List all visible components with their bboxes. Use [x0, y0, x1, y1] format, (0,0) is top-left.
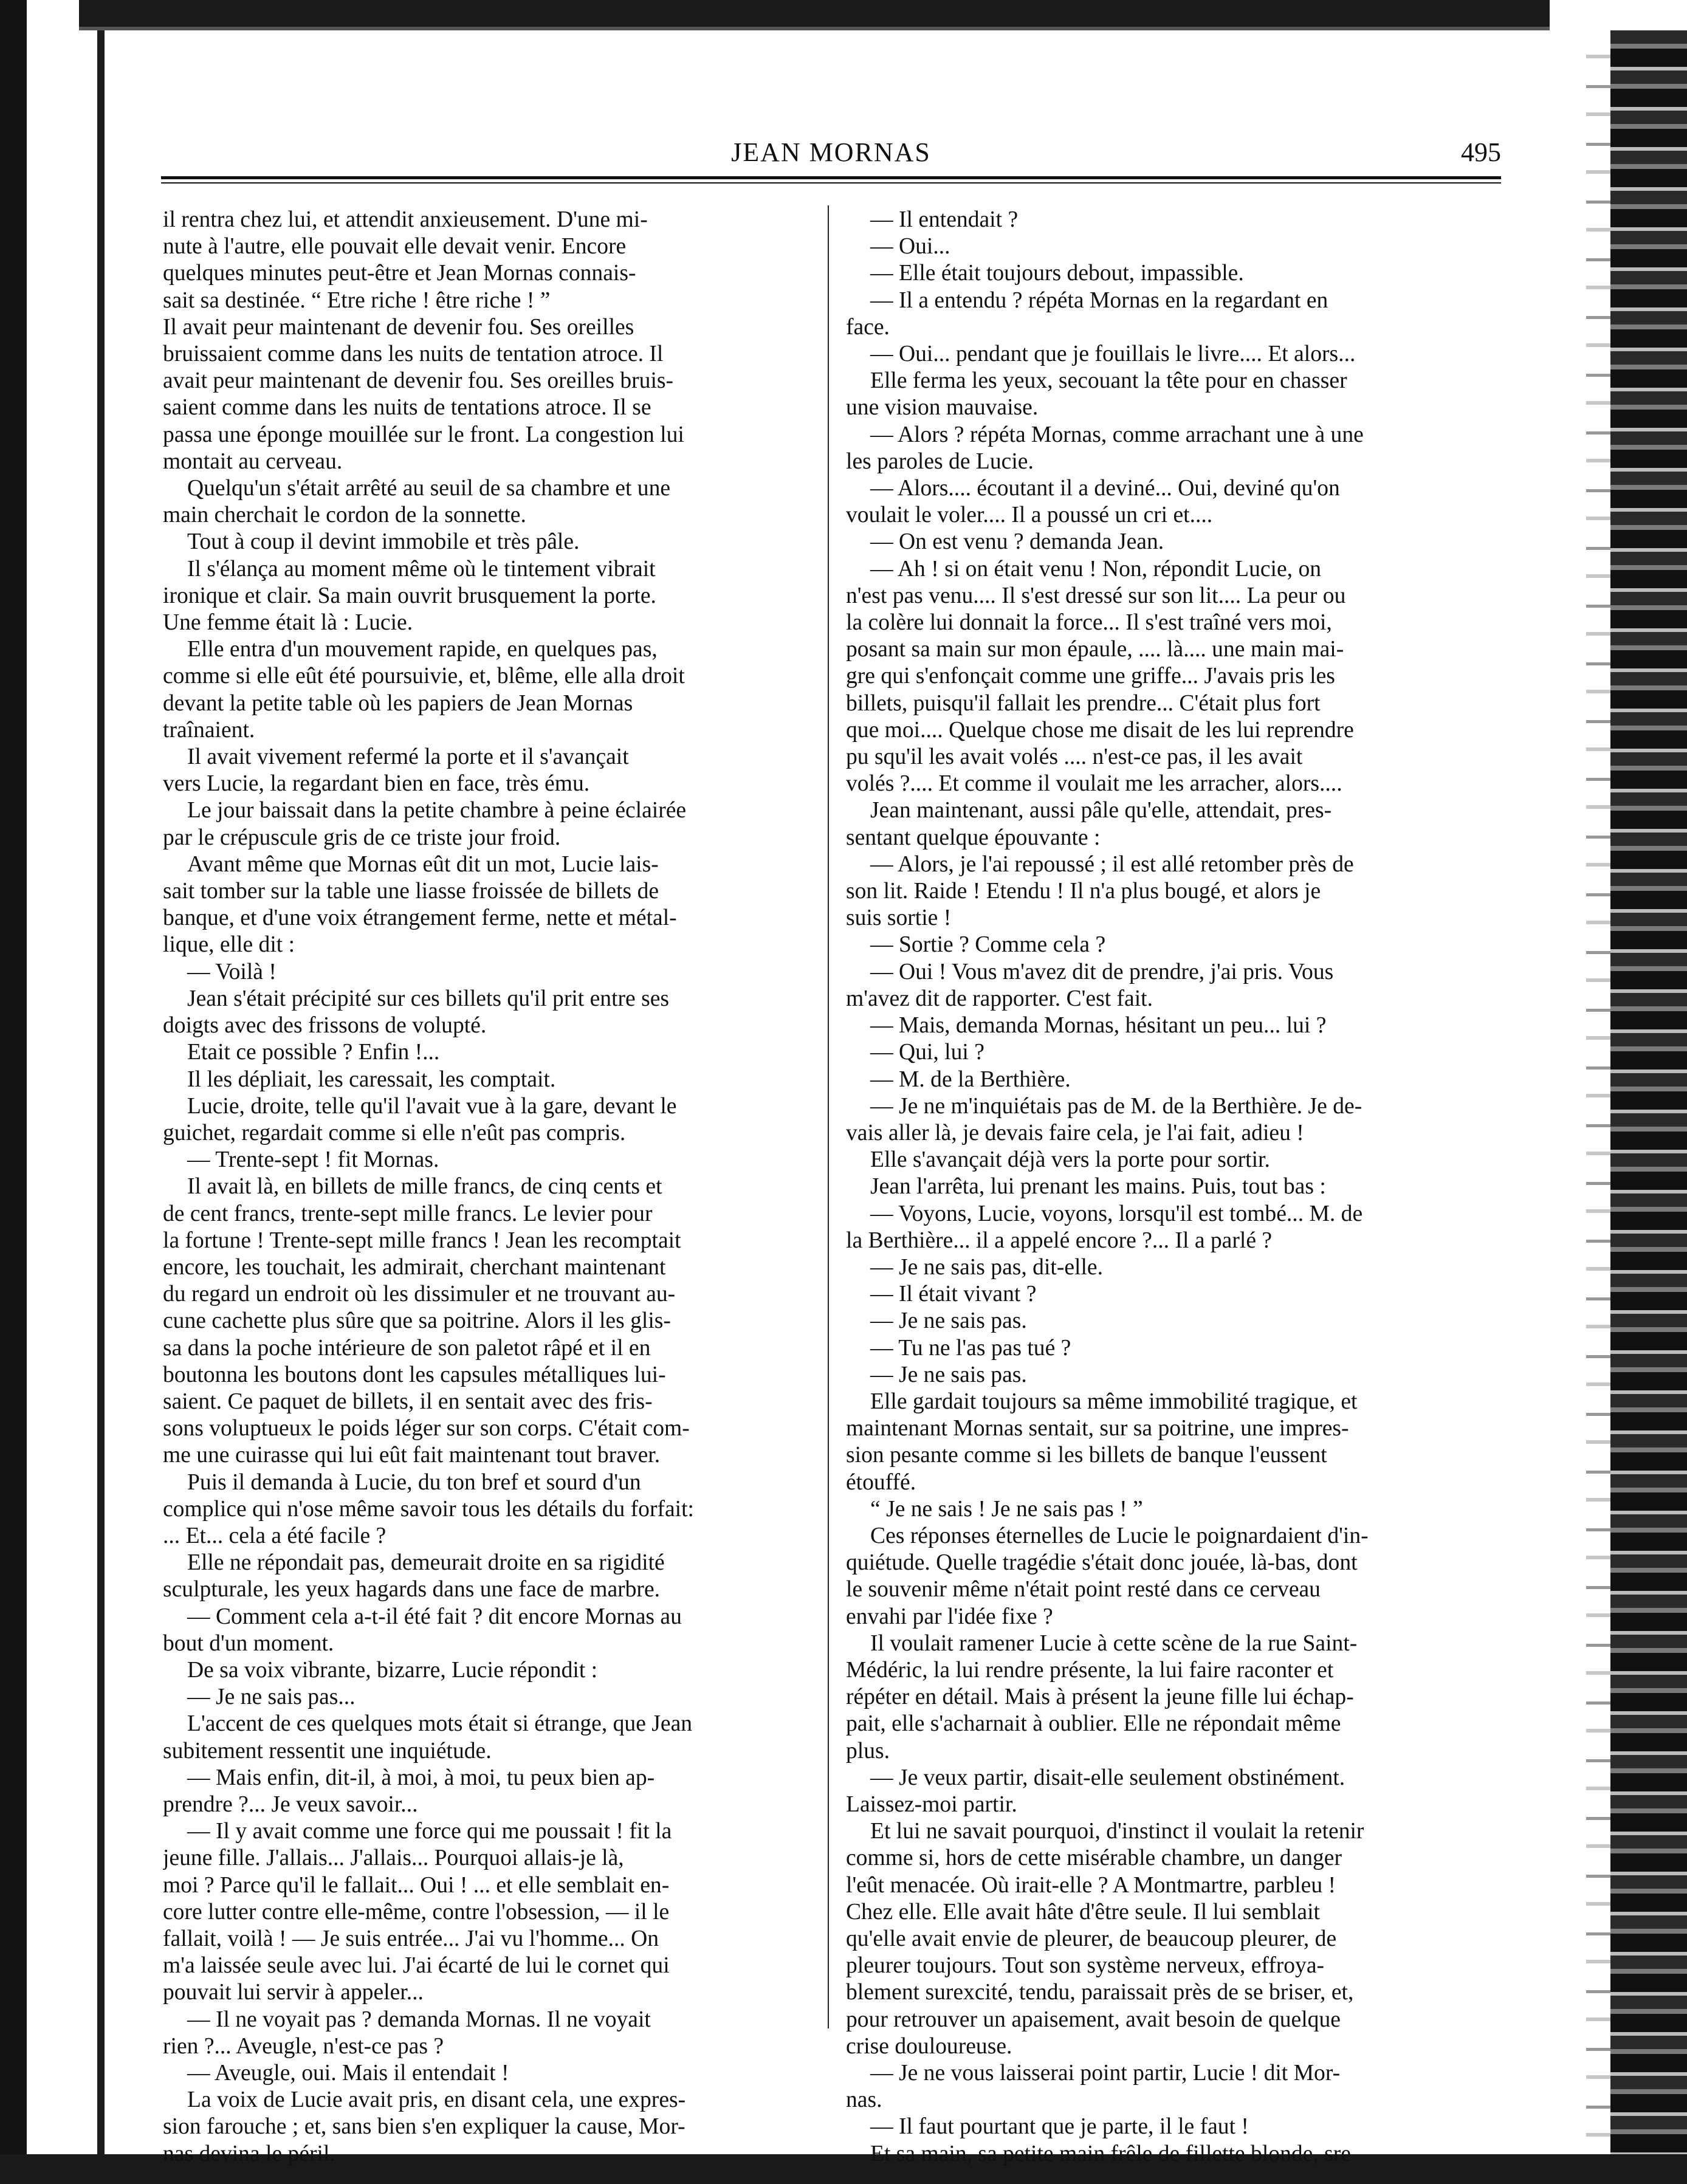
text-line: Et sa main, sa petite main frêle de fillette blonde, sre [870, 2141, 1351, 2166]
text-line: — Alors.... écoutant il a deviné... Oui, deviné qu'on [870, 476, 1340, 501]
text-line: sait sa destinée. “ Etre riche ! être riche ! ” [163, 287, 551, 313]
text-line: core lutter contre elle-même, contre l'obsession, — il le [163, 1899, 670, 1925]
text-line: — On est venu ? demanda Jean. [870, 529, 1164, 555]
text-line: Puis il demanda à Lucie, du ton bref et sourd d'un [187, 1469, 641, 1495]
text-line: de cent francs, trente-sept mille francs. Le levier pour [163, 1201, 653, 1226]
header-rule-thin [161, 182, 1501, 184]
text-line: — Oui... pendant que je fouillais le livre.... Et alors... [870, 342, 1356, 367]
text-line: comme si elle eût été poursuivie, et, blême, elle alla droit [163, 664, 685, 689]
scan-border-left-inner [97, 24, 105, 2175]
text-line: — Ah ! si on était venu ! Non, répondit Lucie, on [870, 556, 1322, 582]
text-line: gre qui s'enfonçait comme une griffe... J'avais pris les [846, 664, 1335, 689]
text-column-right [846, 207, 1483, 2168]
text-line: posant sa main sur mon épaule, .... là.... une main mai- [846, 637, 1344, 662]
text-line: bruissaient comme dans les nuits de tentation atroce. Il [163, 342, 664, 367]
text-line: étouffé. [846, 1469, 916, 1495]
text-line: Il avait vivement refermé la porte et il s'avançait [187, 744, 629, 770]
text-line: encore, les touchait, les admirait, cherchant maintenant [163, 1254, 666, 1280]
text-line: — Je ne sais pas. [870, 1362, 1027, 1387]
text-line: — Comment cela a-t-il été fait ? dit encore Mornas au [187, 1604, 682, 1629]
text-line: cune cachette plus sûre que sa poitrine. Alors il les glis- [163, 1308, 671, 1334]
text-line: les paroles de Lucie. [846, 448, 1034, 474]
text-line: rien ?... Aveugle, n'est-ce pas ? [163, 2033, 444, 2059]
text-line: nas devina le péril. [163, 2141, 335, 2166]
text-line: — Oui ! Vous m'avez dit de prendre, j'ai pris. Vous [870, 959, 1334, 984]
column-separator [828, 205, 829, 2028]
scan-border-top-shadow [79, 27, 1550, 30]
text-line: banque, et d'une voix étrangement ferme, nette et métal- [163, 905, 677, 931]
text-line: la fortune ! Trente-sept mille francs ! Jean les recomptait [163, 1228, 681, 1253]
text-line: billets, puisqu'il fallait les prendre... C'était plus fort [846, 690, 1321, 716]
scan-border-left [0, 0, 27, 2184]
text-line: il rentra chez lui, et attendit anxieusement. D'une mi- [163, 207, 648, 232]
text-line: lique, elle dit : [163, 932, 295, 958]
text-line: pleurer toujours. Tout son système nerveux, effroya- [846, 1953, 1325, 1979]
text-line: pait, elle s'acharnait à oublier. Elle ne répondait même [846, 1711, 1341, 1737]
text-line: L'accent de ces quelques mots était si étrange, que Jean [187, 1711, 693, 1737]
text-line: Chez elle. Elle avait hâte d'être seule. Il lui semblait [846, 1899, 1320, 1925]
text-line: — Je veux partir, disait-elle seulement obstinément. [870, 1765, 1345, 1790]
text-line: Médéric, la lui rendre présente, la lui faire raconter et [846, 1657, 1334, 1683]
text-line: — Voyons, Lucie, voyons, lorsqu'il est tombé... M. de [870, 1201, 1363, 1226]
text-line: avait peur maintenant de devenir fou. Ses oreilles bruis- [163, 368, 674, 394]
text-line: fallait, voilà ! — Je suis entrée... J'ai vu l'homme... On [163, 1926, 659, 1951]
text-line: Quelqu'un s'était arrêté au seuil de sa chambre et une [187, 476, 671, 501]
text-line: son lit. Raide ! Etendu ! Il n'a plus bougé, et alors je [846, 879, 1321, 904]
text-line: — Il entendait ? [870, 207, 1019, 232]
text-line: que moi.... Quelque chose me disait de les lui reprendre [846, 717, 1354, 743]
text-line: boutonna les boutons dont les capsules métalliques lui- [163, 1362, 666, 1387]
text-line: volés ?.... Et comme il voulait me les arracher, alors.... [846, 771, 1342, 797]
text-line: Le jour baissait dans la petite chambre à peine éclairée [187, 798, 687, 823]
text-line: Avant même que Mornas eût dit un mot, Lucie lais- [187, 851, 659, 877]
text-line: — Il y avait comme une force qui me poussait ! fit la [187, 1819, 672, 1844]
text-line: vers Lucie, la regardant bien en face, très ému. [163, 771, 590, 797]
text-line: me une cuirasse qui lui eût fait maintenant tout braver. [163, 1443, 661, 1468]
text-line: la colère lui donnait la force... Il s'est traîné vers moi, [846, 610, 1332, 636]
text-line: maintenant Mornas sentait, sur sa poitrine, une impres- [846, 1416, 1349, 1441]
page-header [161, 131, 1501, 173]
text-line: — Je ne m'inquiétais pas de M. de la Berthière. Je de- [870, 1093, 1362, 1119]
text-line: Il les dépliait, les caressait, les comptait. [187, 1066, 556, 1092]
text-line: Il avait là, en billets de mille francs, de cinq cents et [187, 1174, 662, 1200]
text-line: Il voulait ramener Lucie à cette scène de la rue Saint- [870, 1630, 1358, 1656]
text-line: sons voluptueux le poids léger sur son corps. C'était com- [163, 1416, 690, 1441]
text-line: vais aller là, je devais faire cela, je l'ai fait, adieu ! [846, 1120, 1304, 1145]
text-line: Une femme était là : Lucie. [163, 610, 413, 636]
text-line: plus. [846, 1738, 890, 1763]
text-line: “ Je ne sais ! Je ne sais pas ! ” [870, 1496, 1143, 1522]
text-line: — Aveugle, oui. Mais il entendait ! [187, 2061, 509, 2086]
text-line: — Tu ne l'as pas tué ? [870, 1335, 1071, 1361]
scan-border-top [79, 0, 1550, 27]
text-line: pu squ'il les avait volés .... n'est-ce pas, il les avait [846, 744, 1303, 770]
text-line: pouvait lui servir à appeler... [163, 1980, 424, 2005]
text-line: subitement ressentit une inquiétude. [163, 1738, 492, 1763]
text-line: n'est pas venu.... Il s'est dressé sur son lit.... La peur ou [846, 583, 1346, 608]
text-line: nas. [846, 2087, 882, 2113]
text-line: une vision mauvaise. [846, 395, 1039, 421]
text-line: Il s'élança au moment même où le tintement vibrait [187, 556, 656, 582]
text-line: — Je ne vous laisserai point partir, Lucie ! dit Mor- [870, 2061, 1341, 2086]
text-line: traînaient. [163, 717, 255, 743]
text-line: Et lui ne savait pourquoi, d'instinct il voulait la retenir [870, 1819, 1364, 1844]
text-line: Laissez-moi partir. [846, 1791, 1017, 1817]
text-line: Elle s'avançait déjà vers la porte pour sortir. [870, 1147, 1270, 1173]
text-line: — Il était vivant ? [870, 1282, 1037, 1307]
text-line: ironique et clair. Sa main ouvrit brusquement la porte. [163, 583, 656, 608]
text-line: Etait ce possible ? Enfin !... [187, 1040, 440, 1065]
text-line: pour retrouver un apaisement, avait besoin de quelque [846, 2007, 1341, 2032]
text-line: Tout à coup il devint immobile et très pâle. [187, 529, 580, 555]
text-line: ... Et... cela a été facile ? [163, 1523, 387, 1548]
text-line: sion farouche ; et, sans bien s'en expliquer la cause, Mor- [163, 2114, 685, 2140]
text-line: le souvenir même n'était point resté dans ce cerveau [846, 1577, 1321, 1602]
text-line: prendre ?... Je veux savoir... [163, 1791, 418, 1817]
text-line: Jean s'était précipité sur ces billets qu'il prit entre ses [187, 986, 670, 1011]
text-line: saient. Ce paquet de billets, il en sentait avec des fris- [163, 1389, 653, 1414]
text-line: doigts avec des frissons de volupté. [163, 1013, 487, 1039]
text-line: Elle entra d'un mouvement rapide, en quelques pas, [187, 637, 658, 662]
text-line: du regard un endroit où les dissimuler et ne trouvant au- [163, 1282, 676, 1307]
text-line: — Qui, lui ? [870, 1040, 984, 1065]
text-line: m'avez dit de rapporter. C'est fait. [846, 986, 1153, 1011]
text-line: moi ? Parce qu'il le fallait... Oui ! ... et elle semblait en- [163, 1872, 670, 1898]
text-line: — Elle était toujours debout, impassible. [870, 261, 1244, 286]
text-line: — Il a entendu ? répéta Mornas en la regardant en [870, 287, 1328, 313]
text-line: blement surexcité, tendu, paraissait près de se briser, et, [846, 1980, 1354, 2005]
text-line: sion pesante comme si les billets de banque l'eussent [846, 1443, 1327, 1468]
text-line: par le crépuscule gris de ce triste jour froid. [163, 825, 561, 850]
text-line: jeune fille. J'allais... J'allais... Pourquoi allais-je là, [163, 1846, 624, 1871]
text-line: Il avait peur maintenant de devenir fou. Ses oreilles [163, 314, 634, 340]
text-line: répéter en détail. Mais à présent la jeune fille lui échap- [846, 1684, 1354, 1710]
text-line: nute à l'autre, elle pouvait elle devait venir. Encore [163, 234, 627, 259]
text-line: sculpturale, les yeux hagards dans une face de marbre. [163, 1577, 661, 1602]
text-line: — Mais, demanda Mornas, hésitant un peu... lui ? [870, 1013, 1327, 1039]
text-line: Ces réponses éternelles de Lucie le poignardaient d'in- [870, 1523, 1369, 1548]
text-line: Elle ne répondait pas, demeurait droite en sa rigidité [187, 1550, 665, 1576]
text-line: m'a laissée seule avec lui. J'ai écarté de lui le cornet qui [163, 1953, 670, 1979]
text-line: — Je ne sais pas... [187, 1684, 356, 1710]
text-line: — Il faut pourtant que je parte, il le faut ! [870, 2114, 1249, 2140]
text-line: envahi par l'idée fixe ? [846, 1604, 1053, 1629]
text-line: — Oui... [870, 234, 950, 259]
text-line: — Mais enfin, dit-il, à moi, à moi, tu peux bien ap- [187, 1765, 655, 1790]
text-line: — Trente-sept ! fit Mornas. [187, 1147, 439, 1173]
text-line: — Je ne sais pas. [870, 1308, 1027, 1334]
text-line: quelques minutes peut-être et Jean Mornas connais- [163, 261, 636, 286]
text-line: — Alors ? répéta Mornas, comme arrachant une à une [870, 422, 1364, 447]
text-line: sait tomber sur la table une liasse froissée de billets de [163, 879, 659, 904]
text-line: Jean l'arrêta, lui prenant les mains. Puis, tout bas : [870, 1174, 1326, 1200]
text-line: l'eût menacée. Où irait-elle ? A Montmartre, parbleu ! [846, 1872, 1336, 1898]
text-line: — Sortie ? Comme cela ? [870, 932, 1106, 958]
text-line: sa dans la poche intérieure de son paletot râpé et il en [163, 1335, 651, 1361]
text-line: Lucie, droite, telle qu'il l'avait vue à la gare, devant le [187, 1093, 677, 1119]
text-line: Elle ferma les yeux, secouant la tête pour en chasser [870, 368, 1347, 394]
text-line: bout d'un moment. [163, 1630, 334, 1656]
text-line: — Je ne sais pas, dit-elle. [870, 1254, 1103, 1280]
text-line: saient comme dans les nuits de tentations atroce. Il se [163, 395, 651, 421]
text-line: crise douloureuse. [846, 2033, 1012, 2059]
text-line: face. [846, 314, 890, 340]
text-line: suis sortie ! [846, 905, 952, 931]
page-number: 495 [1461, 137, 1501, 167]
text-line: — Voilà ! [187, 959, 277, 984]
text-line: La voix de Lucie avait pris, en disant cela, une expres- [187, 2087, 686, 2113]
text-line: Jean maintenant, aussi pâle qu'elle, attendait, pres- [870, 798, 1332, 823]
running-title: JEAN MORNAS [731, 137, 931, 167]
scan-page-edge-texture [1586, 30, 1610, 2157]
text-line: — Il ne voyait pas ? demanda Mornas. Il ne voyait [187, 2007, 651, 2032]
text-line: devant la petite table où les papiers de Jean Mornas [163, 690, 633, 716]
text-line: quiétude. Quelle tragédie s'était donc jouée, là-bas, dont [846, 1550, 1358, 1576]
text-line: guichet, regardait comme si elle n'eût pas compris. [163, 1120, 626, 1145]
text-line: la Berthière... il a appelé encore ?... Il a parlé ? [846, 1228, 1273, 1253]
scan-binding-right [1610, 30, 1687, 2157]
text-line: — M. de la Berthière. [870, 1066, 1071, 1092]
text-line: sentant quelque épouvante : [846, 825, 1101, 850]
text-line: Elle gardait toujours sa même immobilité tragique, et [870, 1389, 1358, 1414]
text-line: comme si, hors de cette misérable chambre, un danger [846, 1846, 1342, 1871]
text-line: — Alors, je l'ai repoussé ; il est allé retomber près de [870, 851, 1354, 877]
text-line: main cherchait le cordon de la sonnette. [163, 503, 526, 528]
text-column-left [163, 207, 800, 2168]
header-rule-thick [161, 176, 1501, 179]
text-line: complice qui n'ose même savoir tous les détails du forfait: [163, 1496, 694, 1522]
text-line: voulait le voler.... Il a poussé un cri et.... [846, 503, 1213, 528]
text-line: montait au cerveau. [163, 448, 343, 474]
text-line: passa une éponge mouillée sur le front. La congestion lui [163, 422, 684, 447]
text-line: De sa voix vibrante, bizarre, Lucie répondit : [187, 1657, 598, 1683]
text-line: qu'elle avait envie de pleurer, de beaucoup pleurer, de [846, 1926, 1337, 1951]
